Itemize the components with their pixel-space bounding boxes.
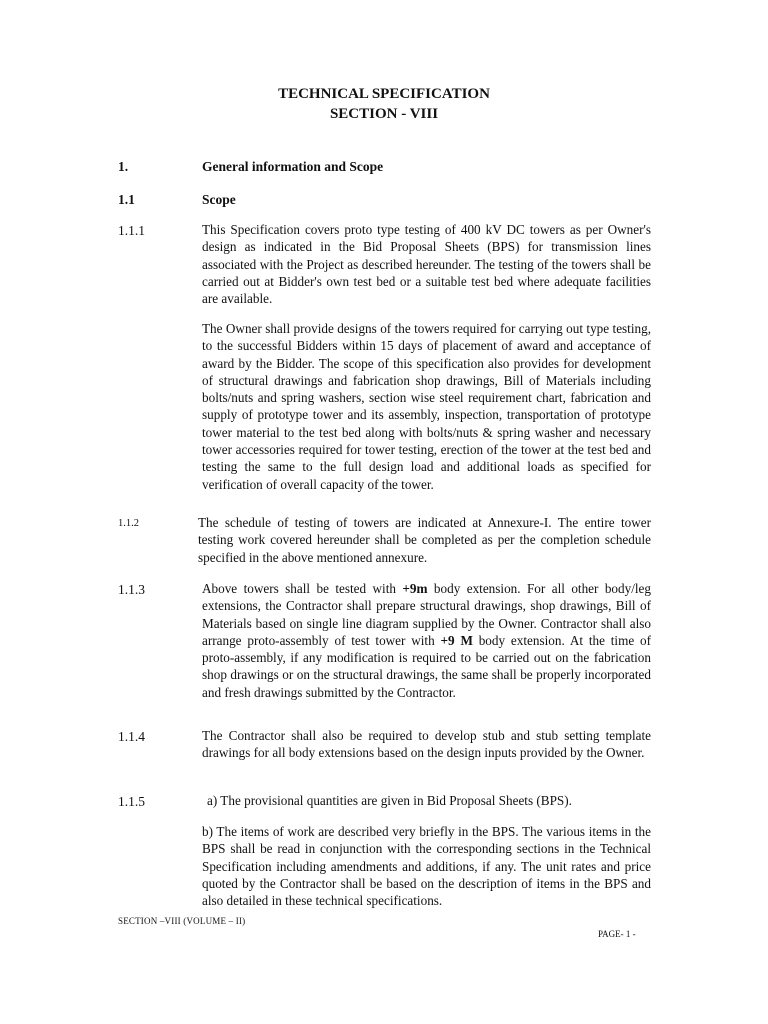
clause-number: 1.1.2 xyxy=(118,518,139,529)
text-run: body extension. At the time of proto-assembly, if any modification is required to be carried out on the fabrication shop drawings or on the structural drawings, the same shall be properly incorporated and fresh drawings submitted by the Contractor. xyxy=(202,632,651,700)
clause-number: 1.1.5 xyxy=(118,794,145,809)
document-title xyxy=(0,84,768,124)
title-line-1: TECHNICAL SPECIFICATION xyxy=(278,86,490,102)
clause-paragraph xyxy=(202,580,651,701)
clause-number: 1.1.1 xyxy=(118,223,145,238)
clause-paragraph: This Specification covers proto type testing of 400 kV DC towers as per Owner's design as indicated in the Bid Proposal Sheets (BPS) for transmission lines associated with the Project as described hereunder. The testing of the towers shall be carried out at Bidder's own test bed or a suitable test bed where adequate facilities are available. xyxy=(202,222,651,307)
section-heading: Scope xyxy=(202,192,236,207)
section-heading: General information and Scope xyxy=(202,159,384,174)
clause-paragraph: b) The items of work are described very briefly in the BPS. The various items in the BPS shall be read in conjunction with the corresponding sections in the Technical Specification including amendments and additions, if any. The unit rates and price quoted by the Contractor shall be based on the description of items in the BPS and also detailed in these technical specifications. xyxy=(202,824,651,909)
clause-paragraph: a) The provisional quantities are given in Bid Proposal Sheets (BPS). xyxy=(207,793,572,808)
section-number: 1. xyxy=(118,159,129,174)
clause-number: 1.1.4 xyxy=(118,729,145,744)
text-run: Above towers shall be tested with xyxy=(202,581,403,596)
clause-number: 1.1.3 xyxy=(118,582,145,597)
title-line-2: SECTION - VIII xyxy=(329,106,439,122)
clause-paragraph: The Contractor shall also be required to develop stub and stub setting template drawings for all body extensions based on the design inputs provided by the Owner. xyxy=(202,728,651,761)
bold-text: +9 M xyxy=(440,632,473,648)
footer-page-number: PAGE- 1 - xyxy=(598,929,636,939)
text-run: body extension. For all other body/leg extensions, the Contractor shall prepare structural drawings, shop drawings, Bill of Materials based on single line diagram supplied by the Owner. Contractor shall also arrange proto-assembly of test tower with xyxy=(202,581,651,648)
bold-text: +9m xyxy=(402,581,428,596)
footer-section-label: SECTION –VIII (VOLUME – II) xyxy=(118,916,246,926)
section-number: 1.1 xyxy=(118,192,135,207)
clause-paragraph: The Owner shall provide designs of the towers required for carrying out type testing, to the successful Bidders within 15 days of placement of award and acceptance of award by the Bidder. The scope of this specification also provides for development of structural drawings and fabrication shop drawings, Bill of Materials including bolts/nuts and spring washers, section wise steel requirement chart, fabrication and supply of prototype tower and its assembly, inspection, transportation of prototype tower material to the test bed along with bolts/nuts & spring washer and necessary tower accessories required for tower testing, erection of the tower at the test bed and testing the same to the full design load and additional loads as specified for verification of overall capacity of the tower. xyxy=(202,321,651,492)
clause-paragraph: The schedule of testing of towers are indicated at Annexure-I. The entire tower testing work covered hereunder shall be completed as per the completion schedule specified in the above mentioned annexure. xyxy=(198,515,651,565)
